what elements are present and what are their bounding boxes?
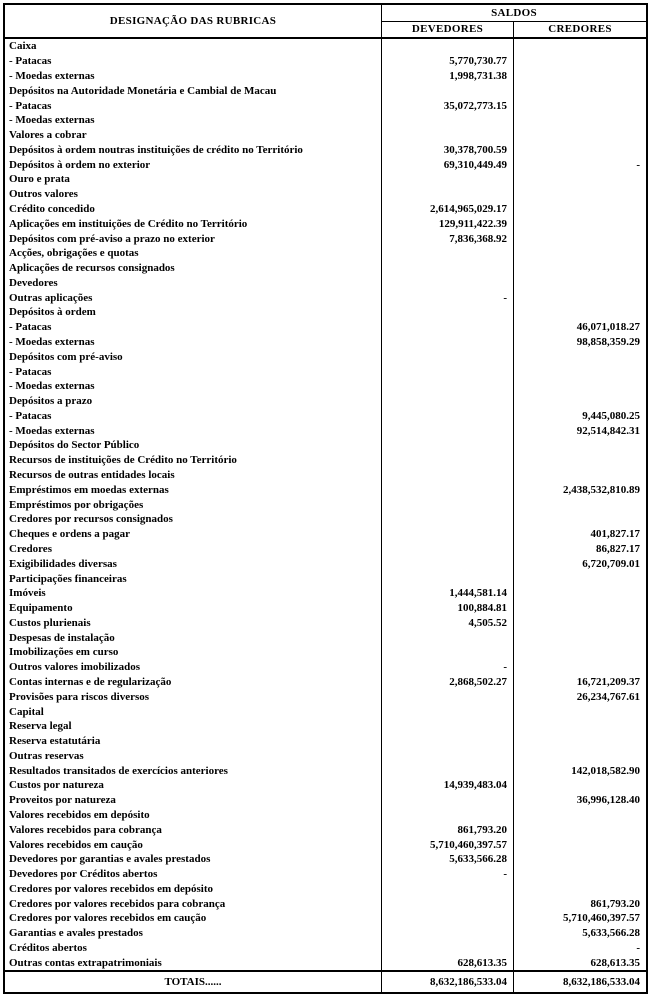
row-devedores-value <box>382 305 514 320</box>
row-credores-value: 142,018,582.90 <box>571 764 640 777</box>
table-row <box>5 778 646 793</box>
row-devedores-value <box>382 172 514 187</box>
row-credores-value: 36,996,128.40 <box>576 794 640 807</box>
row-label: Recursos de outras entidades locais <box>5 468 382 483</box>
row-label: Outros valores <box>5 187 382 202</box>
row-label: Caixa <box>5 39 382 54</box>
table-row <box>5 482 646 497</box>
row-devedores-value: 7,836,368.92 <box>382 231 514 246</box>
table-row <box>5 379 646 394</box>
row-devedores-value <box>382 423 514 438</box>
row-label: Valores recebidos para cobrança <box>5 822 382 837</box>
row-devedores-value <box>382 793 514 808</box>
table-row <box>5 527 646 542</box>
row-credores-value <box>514 749 646 764</box>
row-devedores-value <box>382 542 514 557</box>
row-credores-value <box>514 394 646 409</box>
table-row <box>5 497 646 512</box>
row-devedores-value <box>382 556 514 571</box>
row-devedores-value <box>382 749 514 764</box>
table-row <box>5 955 646 970</box>
row-label: - Patacas <box>5 409 382 424</box>
table-row <box>5 941 646 956</box>
table-row <box>5 512 646 527</box>
row-label: Contas internas e de regularização <box>5 675 382 690</box>
row-credores-value: 86,827.17 <box>596 542 640 555</box>
row-credores-value: 401,827.17 <box>590 528 640 541</box>
row-credores-value <box>514 660 646 675</box>
row-credores-value <box>514 54 646 69</box>
table-row <box>5 231 646 246</box>
table-row <box>5 290 646 305</box>
row-label: Outras contas extrapatrimoniais <box>5 955 382 970</box>
column-header-saldos: SALDOS <box>382 5 646 22</box>
row-label: Empréstimos em moedas externas <box>5 482 382 497</box>
row-label: Imóveis <box>5 586 382 601</box>
row-credores-value <box>514 601 646 616</box>
table-row <box>5 83 646 98</box>
row-label: Cheques e ordens a pagar <box>5 527 382 542</box>
row-label: - Moedas externas <box>5 335 382 350</box>
table-row <box>5 172 646 187</box>
table-row <box>5 409 646 424</box>
row-label: Devedores por garantias e avales prestados <box>5 852 382 867</box>
row-label: Despesas de instalação <box>5 630 382 645</box>
row-devedores-value <box>382 453 514 468</box>
row-label: Exigibilidades diversas <box>5 556 382 571</box>
row-credores-value <box>514 261 646 276</box>
row-devedores-value: 1,998,731.38 <box>382 69 514 84</box>
row-credores-value: 16,721,209.37 <box>576 675 640 688</box>
row-credores-value <box>514 142 646 157</box>
row-credores-value <box>514 468 646 483</box>
row-credores-value: - <box>636 942 640 955</box>
table-row <box>5 896 646 911</box>
row-devedores-value: 129,911,422.39 <box>382 216 514 231</box>
row-devedores-value: 2,614,965,029.17 <box>382 202 514 217</box>
row-devedores-value <box>382 349 514 364</box>
row-devedores-value: 100,884.81 <box>382 601 514 616</box>
row-devedores-value <box>382 882 514 897</box>
row-label: Crédito concedido <box>5 202 382 217</box>
row-label: Provisões para riscos diversos <box>5 689 382 704</box>
row-devedores-value <box>382 497 514 512</box>
row-label: Valores recebidos em depósito <box>5 808 382 823</box>
table-row <box>5 926 646 941</box>
row-devedores-value <box>382 630 514 645</box>
row-label: - Patacas <box>5 320 382 335</box>
table-header <box>5 5 646 39</box>
row-label: Outros valores imobilizados <box>5 660 382 675</box>
row-credores-value <box>514 852 646 867</box>
table-row <box>5 453 646 468</box>
table-row <box>5 719 646 734</box>
row-credores-value: 46,071,018.27 <box>576 321 640 334</box>
row-credores-value <box>514 497 646 512</box>
row-credores-value <box>514 231 646 246</box>
row-devedores-value <box>382 704 514 719</box>
table-row <box>5 689 646 704</box>
table-body <box>5 39 646 970</box>
row-devedores-value <box>382 645 514 660</box>
row-devedores-value: 30,378,700.59 <box>382 142 514 157</box>
row-credores-value <box>514 630 646 645</box>
row-devedores-value <box>382 482 514 497</box>
row-devedores-value <box>382 394 514 409</box>
row-credores-value <box>514 172 646 187</box>
column-header-credores: CREDORES <box>548 23 612 36</box>
row-credores-value <box>514 645 646 660</box>
row-label: - Moedas externas <box>5 379 382 394</box>
row-label: Participações financeiras <box>5 571 382 586</box>
row-devedores-value: 35,072,773.15 <box>382 98 514 113</box>
row-devedores-value <box>382 689 514 704</box>
row-label: Valores recebidos em caução <box>5 837 382 852</box>
totals-credores-value: 8,632,186,533.04 <box>563 976 640 988</box>
row-label: Valores a cobrar <box>5 128 382 143</box>
row-credores-value <box>514 113 646 128</box>
table-row <box>5 837 646 852</box>
totals-devedores-value: 8,632,186,533.04 <box>382 972 514 992</box>
table-row <box>5 69 646 84</box>
row-devedores-value: 4,505.52 <box>382 615 514 630</box>
table-row <box>5 54 646 69</box>
row-devedores-value <box>382 83 514 98</box>
row-devedores-value <box>382 409 514 424</box>
row-label: - Moedas externas <box>5 113 382 128</box>
table-row <box>5 261 646 276</box>
row-devedores-value: - <box>382 867 514 882</box>
row-label: Aplicações de recursos consignados <box>5 261 382 276</box>
row-label: - Moedas externas <box>5 69 382 84</box>
table-row <box>5 246 646 261</box>
row-label: Reserva estatutária <box>5 734 382 749</box>
row-credores-value <box>514 704 646 719</box>
row-label: Depósitos com pré-aviso a prazo no exterior <box>5 231 382 246</box>
table-row <box>5 438 646 453</box>
row-label: Depósitos à ordem <box>5 305 382 320</box>
table-row <box>5 586 646 601</box>
table-row <box>5 571 646 586</box>
row-devedores-value <box>382 335 514 350</box>
row-devedores-value <box>382 571 514 586</box>
row-devedores-value <box>382 896 514 911</box>
table-row <box>5 216 646 231</box>
row-label: - Moedas externas <box>5 423 382 438</box>
row-label: Depósitos a prazo <box>5 394 382 409</box>
row-credores-value <box>514 364 646 379</box>
row-credores-value <box>514 83 646 98</box>
table-row <box>5 394 646 409</box>
row-label: Imobilizações em curso <box>5 645 382 660</box>
row-credores-value <box>514 808 646 823</box>
row-credores-value <box>514 202 646 217</box>
row-devedores-value <box>382 808 514 823</box>
table-row <box>5 349 646 364</box>
table-row <box>5 335 646 350</box>
table-row <box>5 911 646 926</box>
row-credores-value <box>514 69 646 84</box>
row-credores-value <box>514 571 646 586</box>
row-credores-value <box>514 187 646 202</box>
row-credores-value <box>514 882 646 897</box>
row-devedores-value: 69,310,449.49 <box>382 157 514 172</box>
row-label: Resultados transitados de exercícios anteriores <box>5 763 382 778</box>
row-devedores-value: 5,770,730.77 <box>382 54 514 69</box>
row-credores-value <box>514 128 646 143</box>
row-label: Custos por natureza <box>5 778 382 793</box>
table-row <box>5 423 646 438</box>
row-devedores-value: 628,613.35 <box>382 955 514 970</box>
row-devedores-value <box>382 468 514 483</box>
table-row <box>5 660 646 675</box>
row-label: - Patacas <box>5 54 382 69</box>
row-credores-value: 5,710,460,397.57 <box>563 912 640 925</box>
row-label: Devedores por Créditos abertos <box>5 867 382 882</box>
table-row <box>5 749 646 764</box>
table-row <box>5 556 646 571</box>
row-credores-value: 9,445,080.25 <box>582 409 640 422</box>
row-credores-value <box>514 778 646 793</box>
row-credores-value: - <box>636 158 640 171</box>
row-credores-value <box>514 453 646 468</box>
row-label: Proveitos por natureza <box>5 793 382 808</box>
row-credores-value <box>514 512 646 527</box>
row-label: - Patacas <box>5 98 382 113</box>
row-label: Credores por valores recebidos para cobrança <box>5 896 382 911</box>
table-row <box>5 675 646 690</box>
row-credores-value <box>514 246 646 261</box>
table-row <box>5 542 646 557</box>
row-label: Outras aplicações <box>5 290 382 305</box>
table-row <box>5 305 646 320</box>
row-label: Depósitos à ordem noutras instituições de crédito no Território <box>5 142 382 157</box>
row-credores-value: 2,438,532,810.89 <box>563 483 640 496</box>
totals-row <box>5 970 646 992</box>
row-devedores-value <box>382 438 514 453</box>
row-devedores-value <box>382 379 514 394</box>
table-row <box>5 187 646 202</box>
row-devedores-value <box>382 763 514 778</box>
row-devedores-value <box>382 527 514 542</box>
row-label: Devedores <box>5 276 382 291</box>
row-devedores-value <box>382 364 514 379</box>
table-row <box>5 468 646 483</box>
row-label: Credores <box>5 542 382 557</box>
table-row <box>5 601 646 616</box>
table-row <box>5 202 646 217</box>
row-devedores-value: - <box>382 660 514 675</box>
table-row <box>5 39 646 54</box>
row-credores-value <box>514 290 646 305</box>
row-credores-value: 861,793.20 <box>590 897 640 910</box>
row-label: Credores por valores recebidos em depósito <box>5 882 382 897</box>
row-devedores-value <box>382 187 514 202</box>
row-credores-value <box>514 98 646 113</box>
row-credores-value <box>514 615 646 630</box>
row-devedores-value: 14,939,483.04 <box>382 778 514 793</box>
row-credores-value <box>514 822 646 837</box>
row-label: Depósitos com pré-aviso <box>5 349 382 364</box>
row-label: Créditos abertos <box>5 941 382 956</box>
row-credores-value: 5,633,566.28 <box>582 927 640 940</box>
table-row <box>5 808 646 823</box>
table-row <box>5 852 646 867</box>
row-credores-value <box>514 586 646 601</box>
row-credores-value <box>514 39 646 54</box>
saldos-subheader-row <box>382 22 646 38</box>
totals-label: TOTAIS...... <box>5 972 382 992</box>
row-credores-value: 98,858,359.29 <box>576 336 640 349</box>
row-devedores-value: - <box>382 290 514 305</box>
row-credores-value <box>514 438 646 453</box>
row-credores-value: 6,720,709.01 <box>582 557 640 570</box>
row-devedores-value <box>382 261 514 276</box>
table-row <box>5 882 646 897</box>
row-devedores-value: 5,633,566.28 <box>382 852 514 867</box>
table-row <box>5 98 646 113</box>
column-header-devedores: DEVEDORES <box>382 22 514 38</box>
row-credores-value <box>514 867 646 882</box>
row-credores-value <box>514 216 646 231</box>
row-credores-value <box>514 276 646 291</box>
row-devedores-value: 861,793.20 <box>382 822 514 837</box>
row-devedores-value <box>382 39 514 54</box>
row-label: Outras reservas <box>5 749 382 764</box>
table-row <box>5 734 646 749</box>
row-label: Depósitos à ordem no exterior <box>5 157 382 172</box>
row-label: Empréstimos por obrigações <box>5 497 382 512</box>
saldos-header-group <box>382 5 646 37</box>
row-label: - Patacas <box>5 364 382 379</box>
row-devedores-value <box>382 734 514 749</box>
row-label: Acções, obrigações e quotas <box>5 246 382 261</box>
row-label: Ouro e prata <box>5 172 382 187</box>
row-credores-value <box>514 837 646 852</box>
table-row <box>5 822 646 837</box>
table-row <box>5 630 646 645</box>
table-row <box>5 142 646 157</box>
row-credores-value <box>514 379 646 394</box>
row-credores-value: 628,613.35 <box>590 956 640 969</box>
row-label: Equipamento <box>5 601 382 616</box>
row-credores-value <box>514 734 646 749</box>
row-devedores-value <box>382 719 514 734</box>
row-label: Credores por recursos consignados <box>5 512 382 527</box>
table-row <box>5 615 646 630</box>
row-devedores-value <box>382 113 514 128</box>
row-devedores-value <box>382 911 514 926</box>
table-row <box>5 157 646 172</box>
row-label: Aplicações em instituições de Crédito no Território <box>5 216 382 231</box>
row-label: Depósitos do Sector Público <box>5 438 382 453</box>
table-row <box>5 113 646 128</box>
row-credores-value: 26,234,767.61 <box>576 690 640 703</box>
column-header-designacao: DESIGNAÇÃO DAS RUBRICAS <box>5 5 382 37</box>
row-devedores-value <box>382 941 514 956</box>
row-devedores-value: 1,444,581.14 <box>382 586 514 601</box>
row-devedores-value <box>382 320 514 335</box>
row-devedores-value <box>382 246 514 261</box>
row-devedores-value <box>382 512 514 527</box>
balance-table <box>3 3 648 994</box>
row-credores-value <box>514 305 646 320</box>
row-devedores-value: 5,710,460,397.57 <box>382 837 514 852</box>
table-row <box>5 364 646 379</box>
row-label: Garantias e avales prestados <box>5 926 382 941</box>
table-row <box>5 320 646 335</box>
row-label: Custos plurienais <box>5 615 382 630</box>
table-row <box>5 276 646 291</box>
row-label: Depósitos na Autoridade Monetária e Cambial de Macau <box>5 83 382 98</box>
table-row <box>5 645 646 660</box>
row-credores-value: 92,514,842.31 <box>576 424 640 437</box>
row-label: Capital <box>5 704 382 719</box>
table-row <box>5 704 646 719</box>
row-credores-value <box>514 719 646 734</box>
row-label: Credores por valores recebidos em caução <box>5 911 382 926</box>
row-credores-value <box>514 349 646 364</box>
row-devedores-value: 2,868,502.27 <box>382 675 514 690</box>
table-row <box>5 793 646 808</box>
row-devedores-value <box>382 926 514 941</box>
row-label: Recursos de instituições de Crédito no Território <box>5 453 382 468</box>
table-row <box>5 763 646 778</box>
table-row <box>5 128 646 143</box>
table-row <box>5 867 646 882</box>
row-devedores-value <box>382 276 514 291</box>
row-devedores-value <box>382 128 514 143</box>
row-label: Reserva legal <box>5 719 382 734</box>
